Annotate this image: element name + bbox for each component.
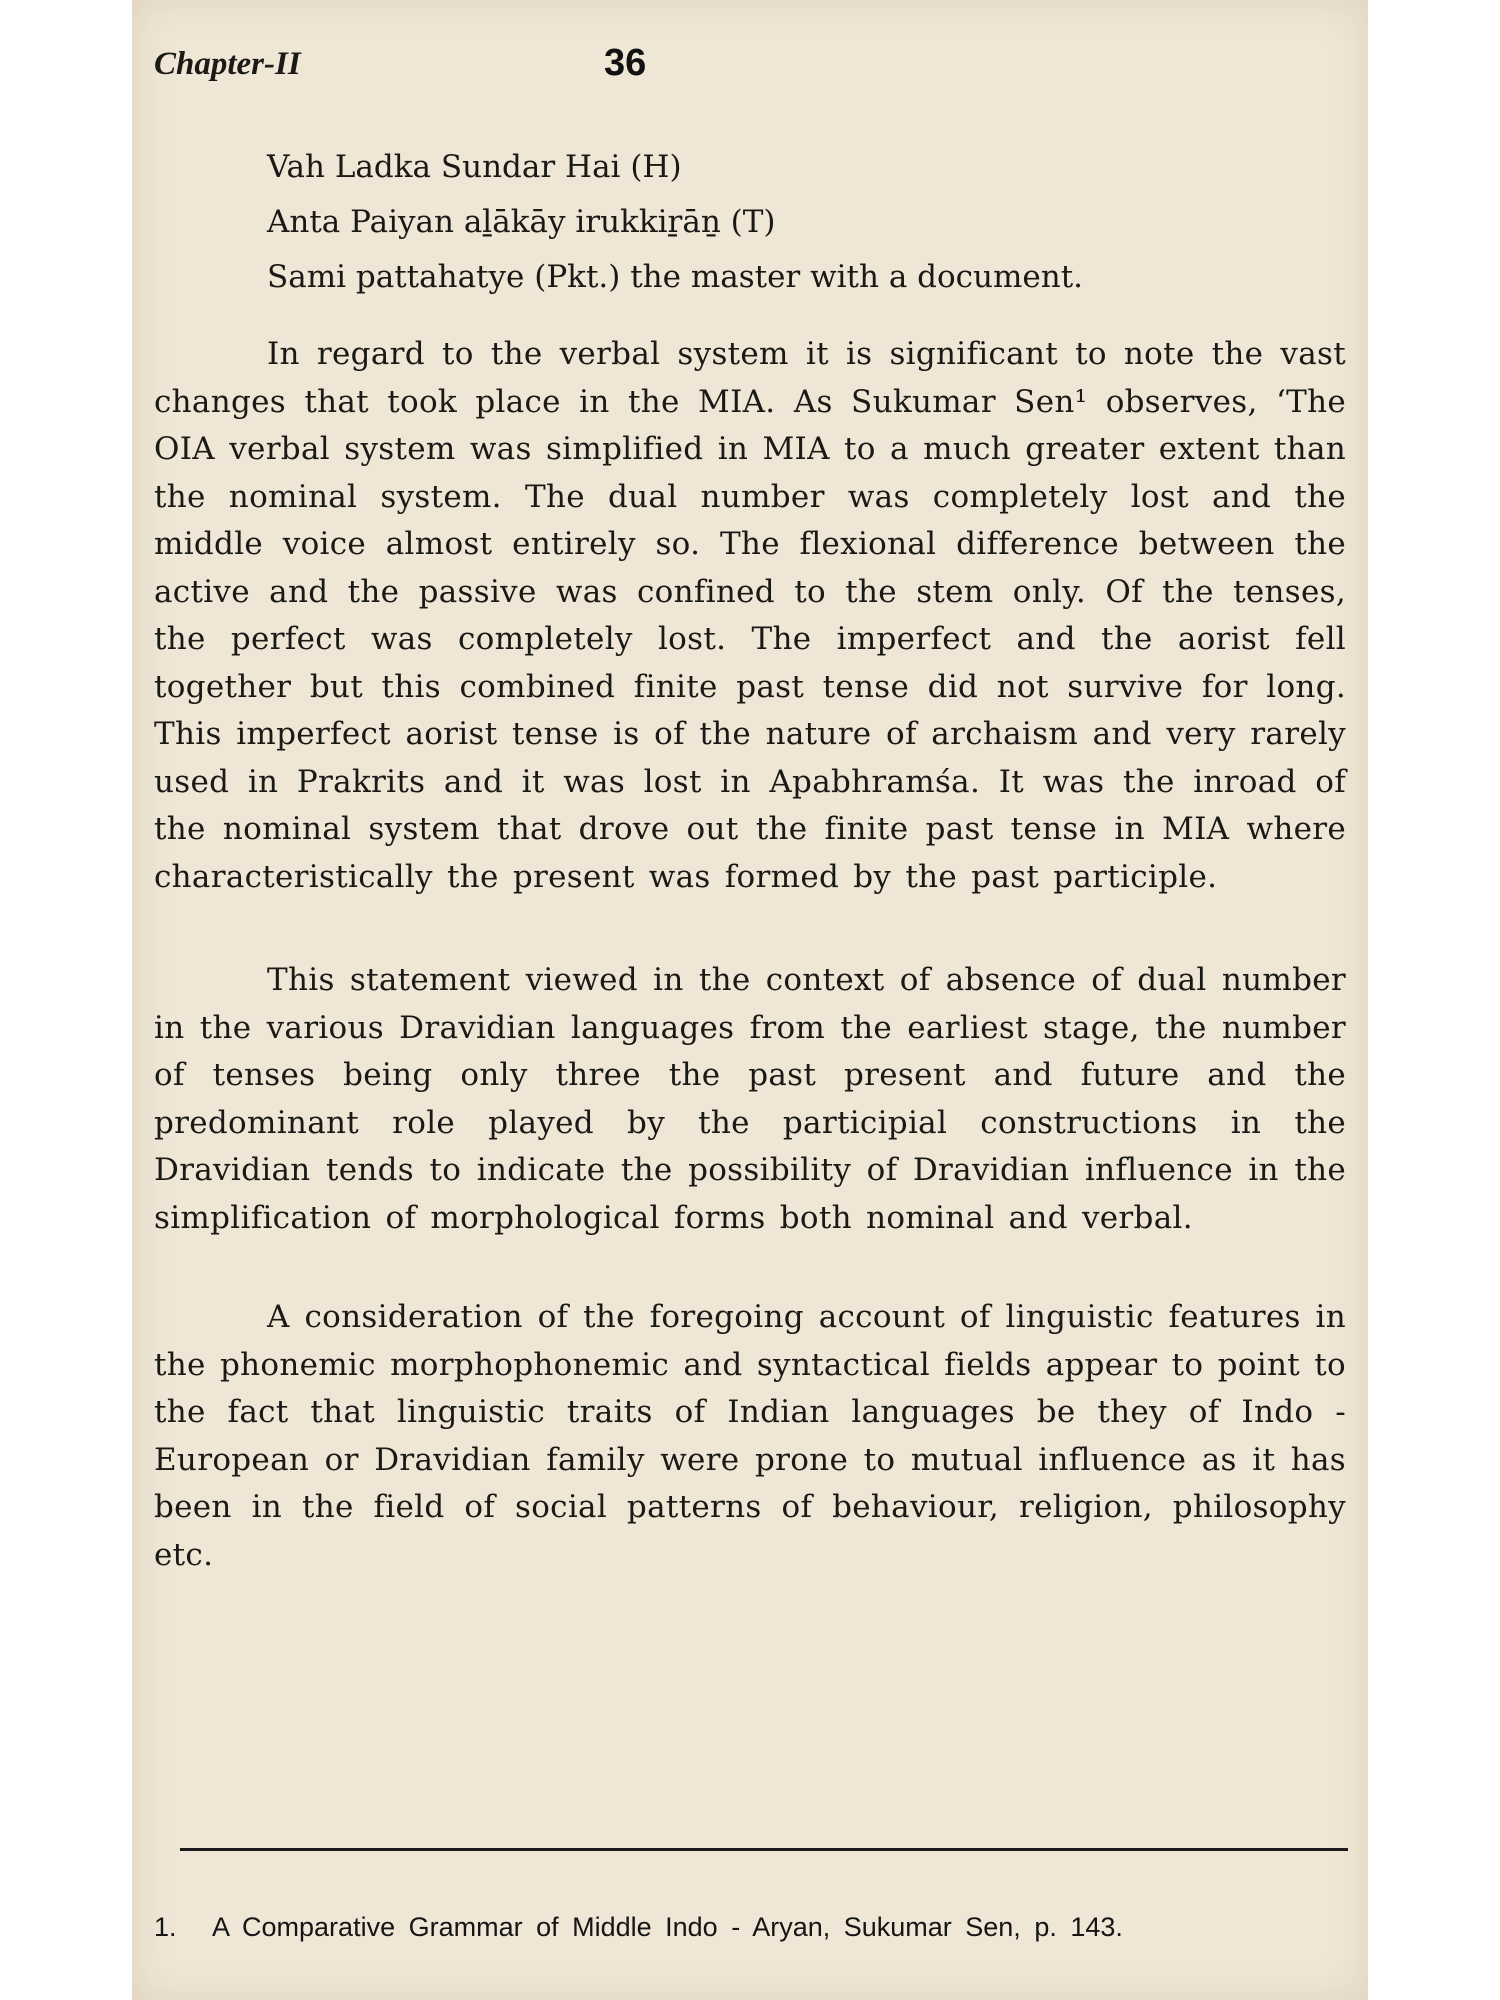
body-text bbox=[154, 140, 1346, 1631]
footnote-number: 1. bbox=[154, 1912, 177, 1942]
page-number: 36 bbox=[604, 42, 647, 84]
example-sentence: Vah Ladka Sundar Hai (H) bbox=[267, 149, 682, 185]
example-sentence: Anta Paiyan aḻākāy irukkiṟāṉ (T) bbox=[267, 204, 776, 240]
footnote-text: A Comparative Grammar of Middle Indo - Aryan, Sukumar Sen, p. 143. bbox=[212, 1912, 1123, 1942]
example-sentence: Sami pattahatye (Pkt.) the master with a document. bbox=[267, 259, 1084, 295]
paragraph: This statement viewed in the context of absence of dual number in the various Dravidian languages from the earliest stage, the number of tenses being only three the past present and future and the predominant role played by the participial constructions in the Dravidian tends to indicate the possibility of Dravidian influence in the simplification of morphological forms both nominal and verbal. bbox=[154, 962, 1346, 1236]
example-sentences bbox=[154, 140, 1346, 305]
book-page bbox=[132, 0, 1368, 2000]
paragraph: A consideration of the foregoing account of linguistic features in the phonemic morphophonemic and syntactical fields appear to point to the fact that linguistic traits of Indian languages be they of Indo - European or Dravidian family were prone to mutual influence as it has been in the field of social patterns of behaviour, religion, philosophy etc. bbox=[154, 1299, 1346, 1573]
chapter-label: Chapter-II bbox=[154, 46, 301, 82]
footnote-divider bbox=[180, 1848, 1348, 1851]
footnote bbox=[154, 1912, 1354, 1943]
paragraph: In regard to the verbal system it is significant to note the vast changes that took place in the MIA. As Sukumar Sen¹ observes, ‘The OIA verbal system was simplified in MIA to a much greater extent than the nominal system. The dual number was completely lost and the middle voice almost entirely so. The flexional difference between the active and the passive was confined to the stem only. Of the tenses, the perfect was completely lost. The imperfect and the aorist fell together but this combined finite past tense did not survive for long. This imperfect aorist tense is of the nature of archaism and very rarely used in Prakrits and it was lost in Apabhramśa. It was the inroad of the nominal system that drove out the finite past tense in MIA where characteristically the present was formed by the past participle. bbox=[154, 336, 1346, 895]
page-header bbox=[154, 42, 1344, 92]
